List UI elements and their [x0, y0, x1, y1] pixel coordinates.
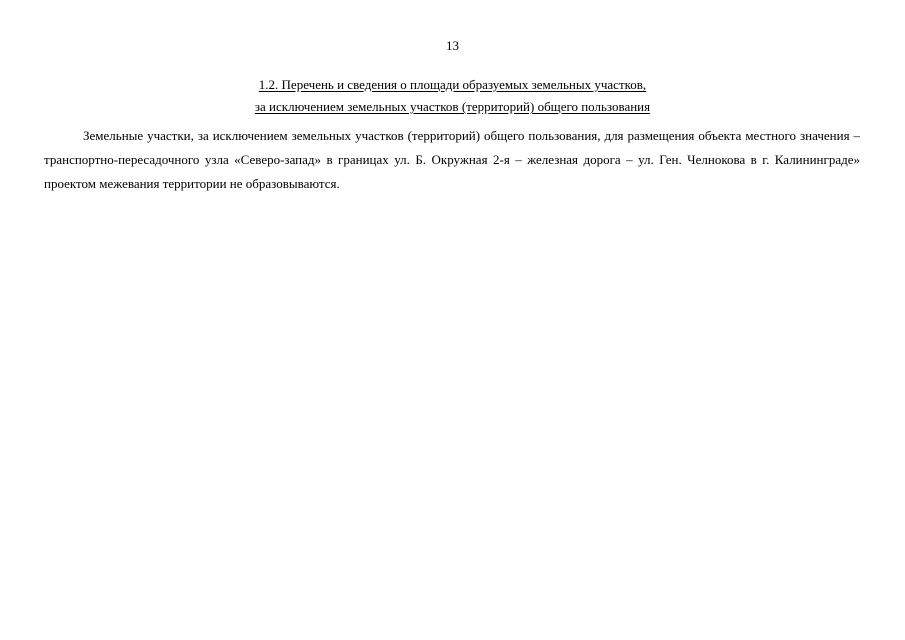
page-number: 13	[446, 38, 459, 53]
section-heading-line-1: 1.2. Перечень и сведения о площади образуемых земельных участков,	[258, 77, 647, 92]
section-heading	[0, 74, 905, 118]
body-paragraph: Земельные участки, за исключением земельных участков (территорий) общего пользования, для размещения объекта местного значения – транспортно-пересадочного узла «Северо-запад» в границах ул. Б. Окружная 2-я – железная дорога – ул. Ген. Челнокова в г. Калининграде» проектом межевания территории не образовываются.	[44, 128, 860, 191]
section-heading-line-2: за исключением земельных участков (территорий) общего пользования	[254, 99, 651, 114]
